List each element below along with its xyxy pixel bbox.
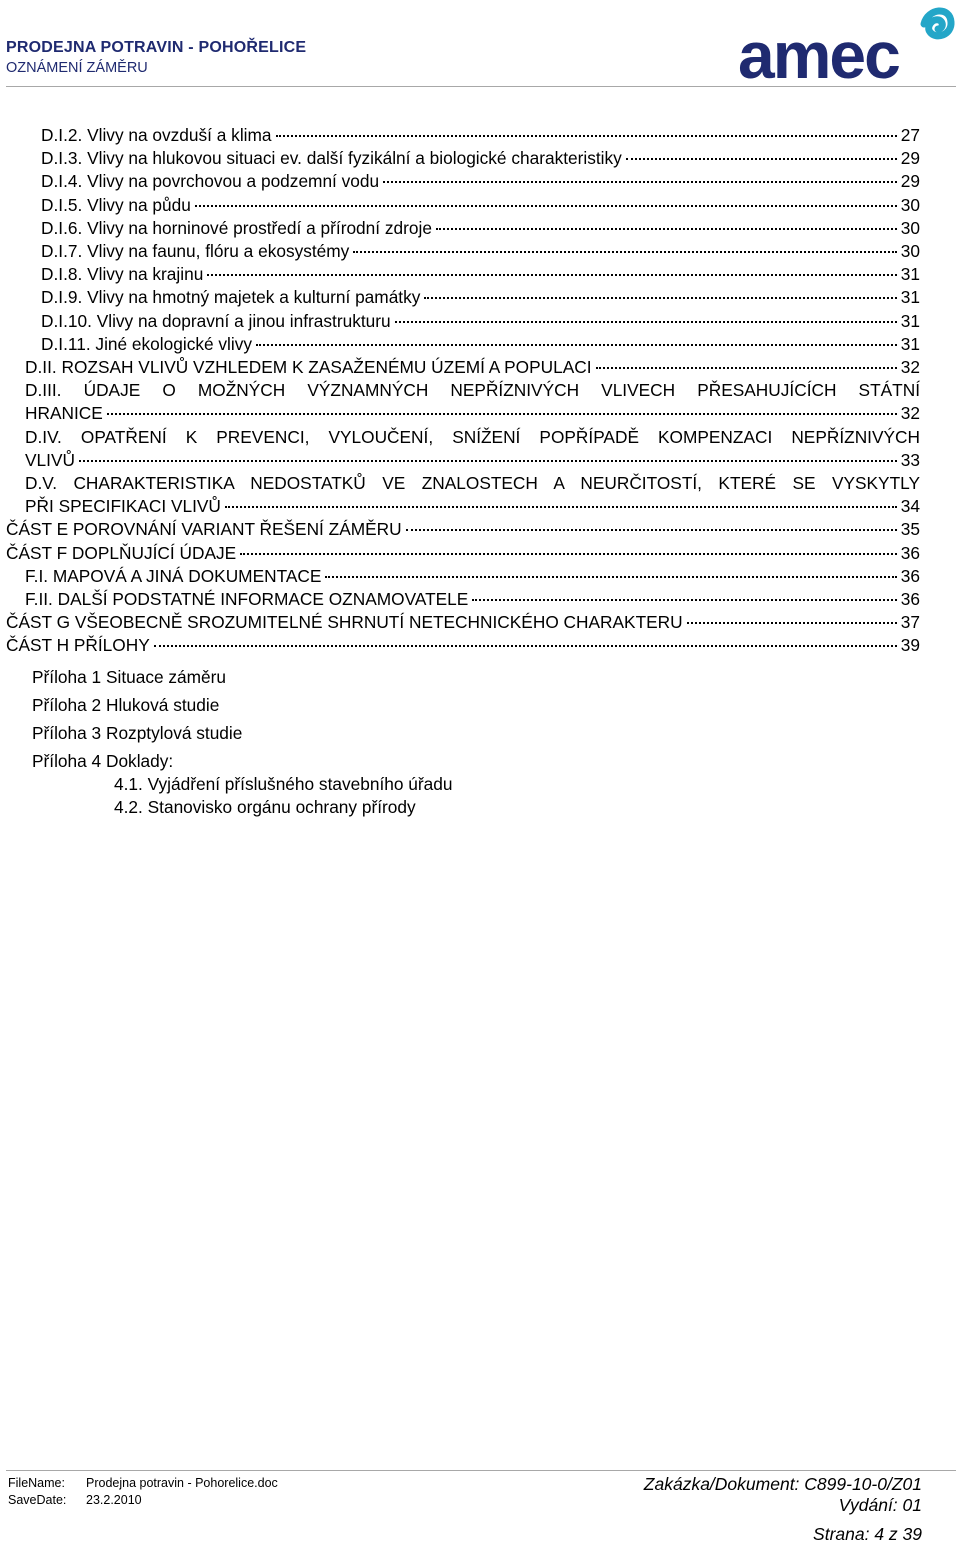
- toc-entry-title: D.I.6. Vlivy na horninové prostředí a přírodní zdroje: [41, 217, 432, 238]
- toc-entry-title: D.I.9. Vlivy na hmotný majetek a kulturní památky: [41, 287, 421, 308]
- document-subtitle: OZNÁMENÍ ZÁMĚRU: [6, 60, 148, 76]
- toc-entry[interactable]: [41, 263, 920, 285]
- attachment-subitem: 4.1. Vyjádření příslušného stavebního úřadu: [114, 774, 453, 794]
- toc-entry-title: F.I. MAPOVÁ A JINÁ DOKUMENTACE: [25, 565, 322, 586]
- toc-entry-page: 27: [900, 125, 920, 145]
- toc-leader-dots: [406, 527, 897, 531]
- toc-entry-title: D.I.3. Vlivy na hlukovou situaci ev. další fyzikální a biologické charakteristiky: [41, 148, 622, 169]
- toc-entry[interactable]: [41, 217, 920, 239]
- toc-leader-dots: [596, 365, 897, 369]
- page-footer: [0, 1470, 960, 1544]
- page-number: Strana: 4 z 39: [813, 1524, 922, 1544]
- toc-entry-title: VLIVŮ: [25, 449, 75, 470]
- toc-entry-page: 37: [900, 612, 920, 633]
- toc-entry-title: D.III. ÚDAJE O MOŽNÝCH VÝZNAMNÝCH NEPŘÍZNIVÝCH VLIVECH PŘESAHUJÍCÍCH STÁTNÍ: [25, 380, 920, 401]
- toc-entry[interactable]: [41, 170, 920, 192]
- toc-entry[interactable]: [41, 240, 920, 262]
- toc-entry[interactable]: [6, 611, 920, 633]
- footer-divider: [6, 1470, 956, 1471]
- toc-entry[interactable]: [41, 147, 920, 169]
- toc-entry[interactable]: [25, 379, 920, 401]
- toc-leader-dots: [626, 156, 897, 160]
- filename-label: FileName:: [8, 1476, 65, 1490]
- attachment-item: Příloha 3 Rozptylová studie: [32, 723, 243, 743]
- toc-entry[interactable]: [41, 310, 920, 332]
- savedate-label: SaveDate:: [8, 1493, 67, 1507]
- toc-leader-dots: [256, 342, 897, 346]
- toc-entry-page: 29: [900, 171, 920, 192]
- toc-entry-page: 30: [900, 194, 920, 215]
- page-header: [0, 0, 960, 96]
- toc-leader-dots: [424, 295, 896, 299]
- toc-entry-page: 31: [900, 333, 920, 354]
- toc-entry[interactable]: [41, 124, 920, 146]
- toc-leader-dots: [154, 643, 897, 647]
- toc-leader-dots: [79, 458, 897, 462]
- toc-entry[interactable]: [41, 286, 920, 308]
- toc-entry-title: D.I.2. Vlivy na ovzduší a klima: [41, 125, 272, 145]
- toc-entry-title: D.I.7. Vlivy na faunu, flóru a ekosystémy: [41, 241, 350, 261]
- toc-entry-title: ČÁST H PŘÍLOHY: [6, 635, 150, 656]
- toc-entry[interactable]: [25, 588, 920, 610]
- toc-leader-dots: [207, 272, 896, 276]
- toc-leader-dots: [472, 597, 896, 601]
- toc-entry-title: ČÁST F DOPLŇUJÍCÍ ÚDAJE: [6, 542, 237, 563]
- toc-entry-page: 39: [900, 635, 920, 656]
- toc-entry[interactable]: [25, 495, 920, 517]
- toc-entry-page: 32: [900, 357, 920, 377]
- amec-logo: [736, 2, 956, 86]
- toc-leader-dots: [276, 133, 897, 137]
- savedate-value: 23.2.2010: [86, 1493, 142, 1507]
- attachment-item: Příloha 1 Situace záměru: [32, 667, 227, 687]
- header-divider: [6, 86, 956, 87]
- toc-leader-dots: [240, 551, 897, 555]
- toc-entry-page: 32: [900, 403, 920, 424]
- toc-entry-title: PŘI SPECIFIKACI VLIVŮ: [25, 496, 221, 517]
- toc-entry-page: 35: [900, 519, 920, 540]
- toc-entry-page: 33: [900, 449, 920, 470]
- toc-entry[interactable]: [6, 542, 920, 564]
- attachment-item: Příloha 4 Doklady:: [32, 751, 174, 771]
- toc-entry[interactable]: [25, 426, 920, 448]
- toc-entry-title: ČÁST G VŠEOBECNĚ SROZUMITELNÉ SHRNUTÍ NETECHNICKÉHO CHARAKTERU: [6, 612, 683, 633]
- toc-leader-dots: [687, 620, 897, 624]
- toc-entry[interactable]: [41, 194, 920, 216]
- toc-entry-title: D.V. CHARAKTERISTIKA NEDOSTATKŮ VE ZNALOSTECH A NEURČITOSTÍ, KTERÉ SE VYSKYTLY: [25, 473, 920, 493]
- attachment-subitem: 4.2. Stanovisko orgánu ochrany přírody: [114, 797, 416, 817]
- toc-leader-dots: [195, 203, 897, 207]
- toc-entry-title: D.II. ROZSAH VLIVŮ VZHLEDEM K ZASAŽENÉMU ÚZEMÍ A POPULACI: [25, 357, 592, 377]
- toc-leader-dots: [325, 574, 896, 578]
- toc-entry[interactable]: [6, 634, 920, 656]
- issue-number: Vydání: 01: [838, 1495, 922, 1515]
- document-title: PRODEJNA POTRAVIN - POHOŘELICE: [6, 39, 307, 56]
- toc-leader-dots: [383, 179, 897, 183]
- toc-entry[interactable]: [25, 472, 920, 494]
- toc-entry-page: 36: [900, 589, 920, 609]
- toc-entry-page: 30: [900, 217, 920, 238]
- toc-entry-title: D.IV. OPATŘENÍ K PREVENCI, VYLOUČENÍ, SNÍŽENÍ POPŘÍPADĚ KOMPENZACI NEPŘÍZNIVÝCH: [25, 426, 920, 447]
- filename-value: Prodejna potravin - Pohorelice.doc: [86, 1476, 278, 1490]
- toc-entry-title: F.II. DALŠÍ PODSTATNÉ INFORMACE OZNAMOVATELE: [25, 589, 469, 609]
- toc-entry[interactable]: [6, 518, 920, 540]
- toc-leader-dots: [395, 319, 897, 323]
- toc-entry-page: 31: [900, 264, 920, 285]
- logo-wordmark: amec: [738, 18, 899, 86]
- toc-entry-title: ČÁST E POROVNÁNÍ VARIANT ŘEŠENÍ ZÁMĚRU: [6, 519, 402, 540]
- toc-entry-page: 34: [900, 496, 920, 517]
- order-number: Zakázka/Dokument: C899-10-0/Z01: [643, 1474, 922, 1494]
- toc-entry-page: 30: [900, 241, 920, 261]
- toc-entry[interactable]: [25, 356, 920, 378]
- toc-entry[interactable]: [41, 333, 920, 355]
- toc-entry-title: D.I.10. Vlivy na dopravní a jinou infrastrukturu: [41, 310, 391, 331]
- toc-leader-dots: [225, 504, 897, 508]
- toc-entry[interactable]: [25, 402, 920, 424]
- toc-entry-page: 31: [900, 287, 920, 308]
- toc-entry-page: 31: [900, 310, 920, 331]
- toc-entry-title: HRANICE: [25, 403, 103, 424]
- toc-entry-title: D.I.11. Jiné ekologické vlivy: [41, 333, 252, 354]
- toc-leader-dots: [107, 411, 897, 415]
- toc-entry-title: D.I.5. Vlivy na půdu: [41, 194, 191, 215]
- toc-leader-dots: [353, 249, 896, 253]
- toc-entry[interactable]: [25, 565, 920, 587]
- toc-entry-page: 36: [900, 565, 920, 586]
- toc-leader-dots: [436, 226, 897, 230]
- attachment-item: Příloha 2 Hluková studie: [32, 695, 220, 715]
- toc-entry-page: 29: [900, 148, 920, 169]
- toc-entry-title: D.I.8. Vlivy na krajinu: [41, 264, 204, 285]
- toc-entry-title: D.I.4. Vlivy na povrchovou a podzemní vodu: [41, 171, 380, 192]
- toc-entry[interactable]: [25, 449, 920, 471]
- toc-entry-page: 36: [900, 542, 920, 563]
